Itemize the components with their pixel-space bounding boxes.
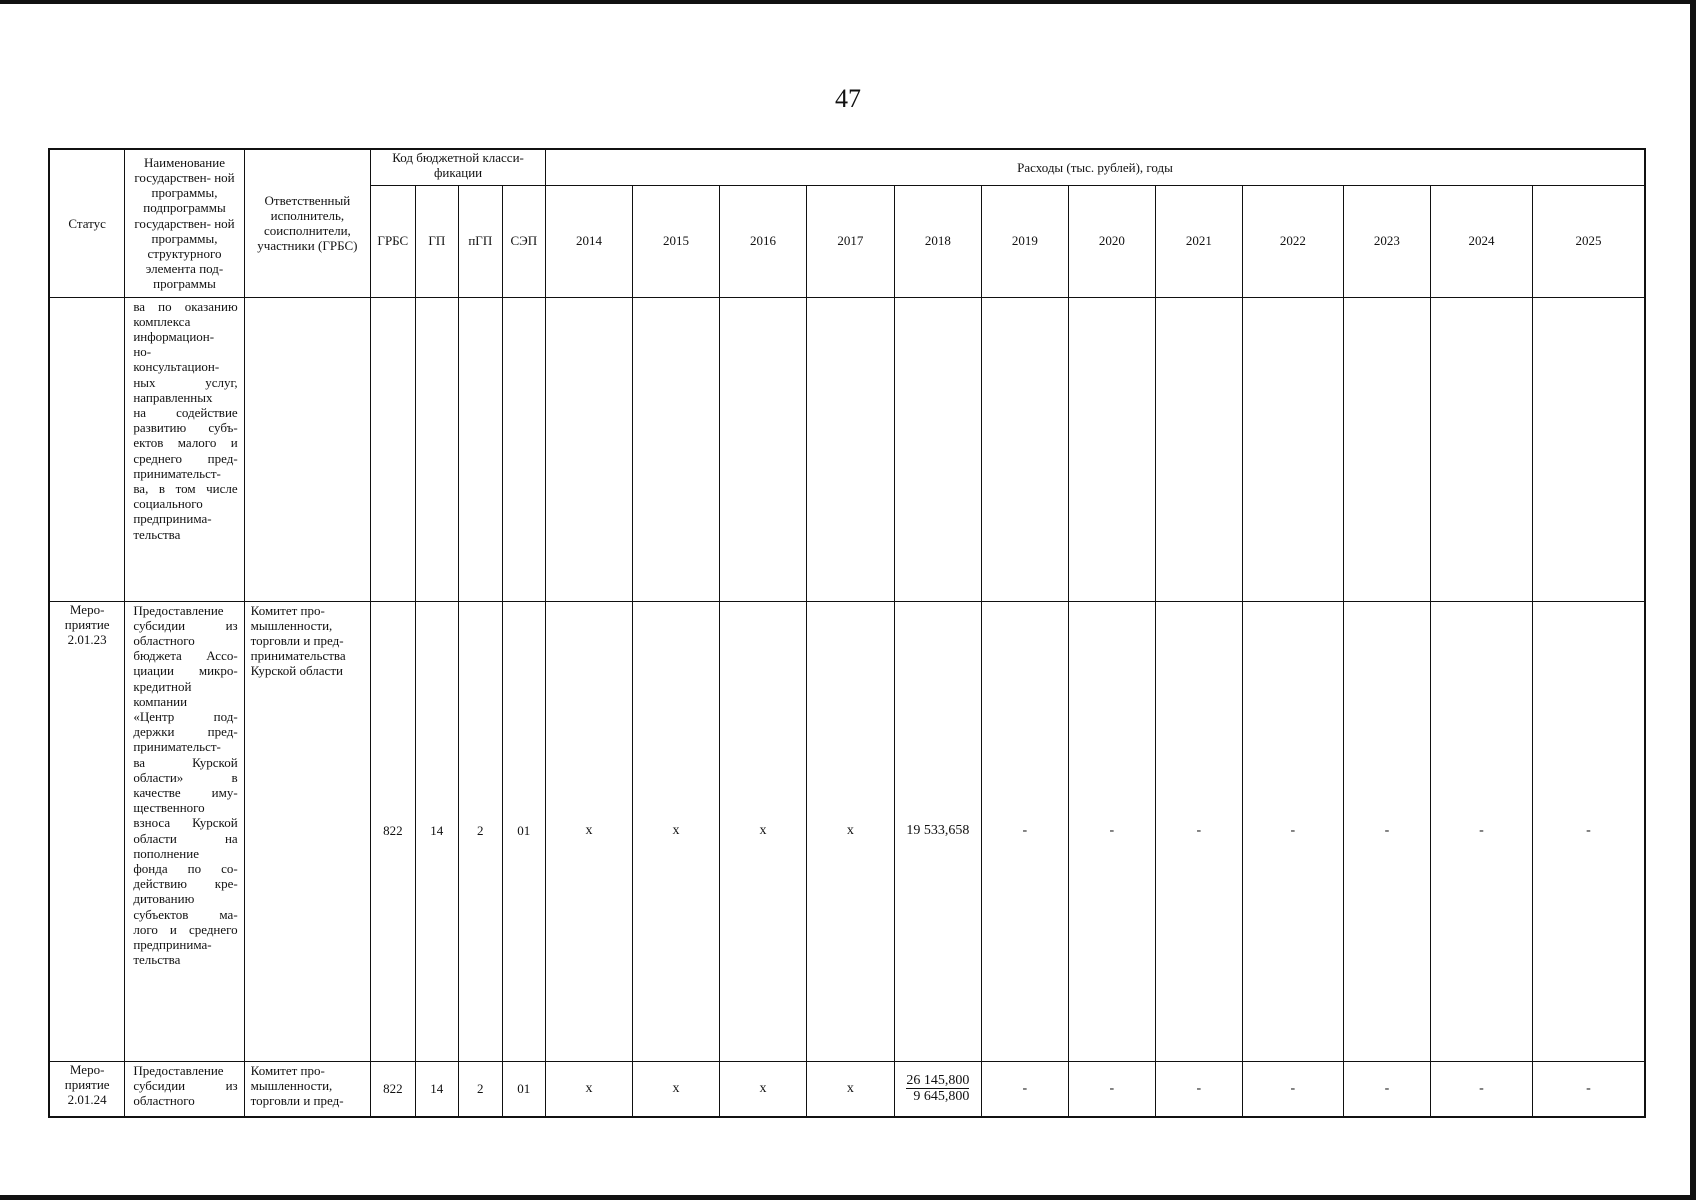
name-line: ва по оказанию xyxy=(133,298,238,314)
header-code-pgp: пГП xyxy=(459,185,502,297)
row-executor: Комитет про- мышленности, торговли и пред- принимательства Курской области xyxy=(244,601,370,1061)
name-line: принимательст- xyxy=(133,739,221,755)
name-lines xyxy=(133,603,237,968)
year-value xyxy=(1343,297,1430,601)
year-value: x xyxy=(546,1061,633,1117)
code-gp: 14 xyxy=(415,601,458,1061)
year-value: - xyxy=(1430,1061,1532,1117)
name-line: на содействие xyxy=(133,404,238,420)
year-value: - xyxy=(1155,1061,1242,1117)
name-line: «Центр под- xyxy=(133,708,238,724)
name-line: принимательст- xyxy=(133,465,221,481)
code-sep: 01 xyxy=(502,1061,546,1117)
page-border-right xyxy=(1690,0,1696,1200)
header-budget-code: Код бюджетной класси- фикации xyxy=(371,149,546,185)
split-value xyxy=(906,1073,969,1104)
year-value xyxy=(1155,297,1242,601)
name-line: субсидии из xyxy=(133,1077,238,1093)
header-name: Наименование государствен- ной программы, подпрограммы государствен- ной программы, структурного элемента под- программы xyxy=(125,149,244,297)
name-line: компании xyxy=(133,693,188,709)
code-pgp xyxy=(459,297,502,601)
code-pgp: 2 xyxy=(459,601,502,1061)
code-grbs: 822 xyxy=(371,1061,415,1117)
header-code-gp: ГП xyxy=(415,185,458,297)
header-year: 2014 xyxy=(546,185,633,297)
name-line: среднего пред- xyxy=(133,450,238,466)
year-value xyxy=(546,297,633,601)
header-status: Статус xyxy=(49,149,125,297)
name-line: взноса Курской xyxy=(133,815,238,831)
year-value: - xyxy=(1068,1061,1155,1117)
code-gp xyxy=(415,297,458,601)
table-row xyxy=(49,601,1645,1061)
name-line: действию кре- xyxy=(133,876,238,892)
header-code-grbs: ГРБС xyxy=(371,185,415,297)
year-value xyxy=(806,297,894,601)
name-line: Предоставление xyxy=(133,1062,224,1078)
row-name xyxy=(125,297,244,601)
header-executor: Ответственный исполнитель, соисполнители, участники (ГРБС) xyxy=(244,149,370,297)
name-line: субсидии из xyxy=(133,617,238,633)
year-value: - xyxy=(1533,1061,1645,1117)
year-value: - xyxy=(1242,1061,1343,1117)
page-border-top xyxy=(0,0,1696,4)
code-pgp: 2 xyxy=(459,1061,502,1117)
value-2018-top: 26 145,800 xyxy=(906,1073,970,1089)
name-line: развитию субъ- xyxy=(133,420,238,436)
year-value: x xyxy=(633,1061,720,1117)
value-2018-bottom: 9 645,800 xyxy=(913,1089,970,1105)
year-value: - xyxy=(1343,601,1430,1061)
name-line: лого и среднего xyxy=(133,921,238,937)
name-line: но- xyxy=(133,344,152,360)
year-value: - xyxy=(1242,601,1343,1061)
name-line: субъектов ма- xyxy=(133,906,238,922)
name-line: комплекса xyxy=(133,313,191,329)
name-line: тельства xyxy=(133,526,181,542)
header-year: 2021 xyxy=(1155,185,1242,297)
header-year: 2023 xyxy=(1343,185,1430,297)
row-executor: Комитет про- мышленности, торговли и пред- xyxy=(244,1061,370,1117)
year-value xyxy=(633,297,720,601)
code-grbs xyxy=(371,297,415,601)
header-year: 2017 xyxy=(806,185,894,297)
name-line: держки пред- xyxy=(133,724,238,740)
year-value: x xyxy=(806,601,894,1061)
table-row xyxy=(49,297,1645,601)
year-value: - xyxy=(1068,601,1155,1061)
row-status: Меро- приятие 2.01.24 xyxy=(49,1061,125,1117)
year-value: - xyxy=(1343,1061,1430,1117)
year-value xyxy=(1068,297,1155,601)
year-value xyxy=(894,297,981,601)
year-value: x xyxy=(719,1061,806,1117)
name-line: предпринима- xyxy=(133,936,212,952)
name-line: бюджета Ассо- xyxy=(133,648,238,664)
header-year: 2015 xyxy=(633,185,720,297)
name-lines xyxy=(133,1063,237,1109)
year-value: - xyxy=(1533,601,1645,1061)
year-value: - xyxy=(981,601,1068,1061)
name-line: качестве иму- xyxy=(133,784,238,800)
name-line: социального xyxy=(133,496,203,512)
name-line: ектов малого и xyxy=(133,435,238,451)
header-year: 2025 xyxy=(1533,185,1645,297)
name-line: информацион- xyxy=(133,328,215,344)
row-name xyxy=(125,601,244,1061)
code-gp: 14 xyxy=(415,1061,458,1117)
name-line: области на xyxy=(133,830,238,846)
name-line: циации микро- xyxy=(133,663,238,679)
row-status xyxy=(49,297,125,601)
name-line: ва Курской xyxy=(133,754,238,770)
year-value xyxy=(1430,297,1532,601)
year-value: x xyxy=(546,601,633,1061)
name-line: тельства xyxy=(133,952,181,968)
year-value-2018 xyxy=(894,1061,981,1117)
header-year: 2018 xyxy=(894,185,981,297)
year-value xyxy=(1242,297,1343,601)
header-year: 2019 xyxy=(981,185,1068,297)
name-line: предпринима- xyxy=(133,511,212,527)
year-value: 19 533,658 xyxy=(894,601,981,1061)
header-year: 2020 xyxy=(1068,185,1155,297)
name-lines xyxy=(133,299,237,542)
name-line: дитованию xyxy=(133,891,195,907)
row-executor xyxy=(244,297,370,601)
year-value: - xyxy=(1155,601,1242,1061)
year-value xyxy=(1533,297,1645,601)
header-code-sep: СЭП xyxy=(502,185,546,297)
name-line: кредитной xyxy=(133,678,192,694)
header-expenses: Расходы (тыс. рублей), годы xyxy=(546,149,1645,185)
name-line: Предоставление xyxy=(133,602,224,618)
header-year: 2024 xyxy=(1430,185,1532,297)
code-sep: 01 xyxy=(502,601,546,1061)
table-row xyxy=(49,1061,1645,1117)
name-line: направленных xyxy=(133,389,213,405)
year-value xyxy=(981,297,1068,601)
year-value xyxy=(719,297,806,601)
year-value: x xyxy=(719,601,806,1061)
name-line: ва, в том числе xyxy=(133,480,238,496)
year-value: x xyxy=(806,1061,894,1117)
header-year: 2022 xyxy=(1242,185,1343,297)
code-grbs: 822 xyxy=(371,601,415,1061)
year-value: x xyxy=(633,601,720,1061)
code-sep xyxy=(502,297,546,601)
name-line: области» в xyxy=(133,769,238,785)
year-value: - xyxy=(1430,601,1532,1061)
row-status: Меро- приятие 2.01.23 xyxy=(49,601,125,1061)
year-value: - xyxy=(981,1061,1068,1117)
name-line: областного xyxy=(133,1092,195,1108)
name-line: консультацион- xyxy=(133,359,220,375)
name-line: областного xyxy=(133,632,195,648)
name-line: пополнение xyxy=(133,845,199,861)
budget-table xyxy=(48,148,1646,1118)
row-name xyxy=(125,1061,244,1117)
header-year: 2016 xyxy=(719,185,806,297)
page-number: 47 xyxy=(835,84,861,113)
name-line: фонда по со- xyxy=(133,860,238,876)
name-line: ных услуг, xyxy=(133,374,238,390)
page-border-bottom xyxy=(0,1195,1696,1200)
name-line: щественного xyxy=(133,800,205,816)
